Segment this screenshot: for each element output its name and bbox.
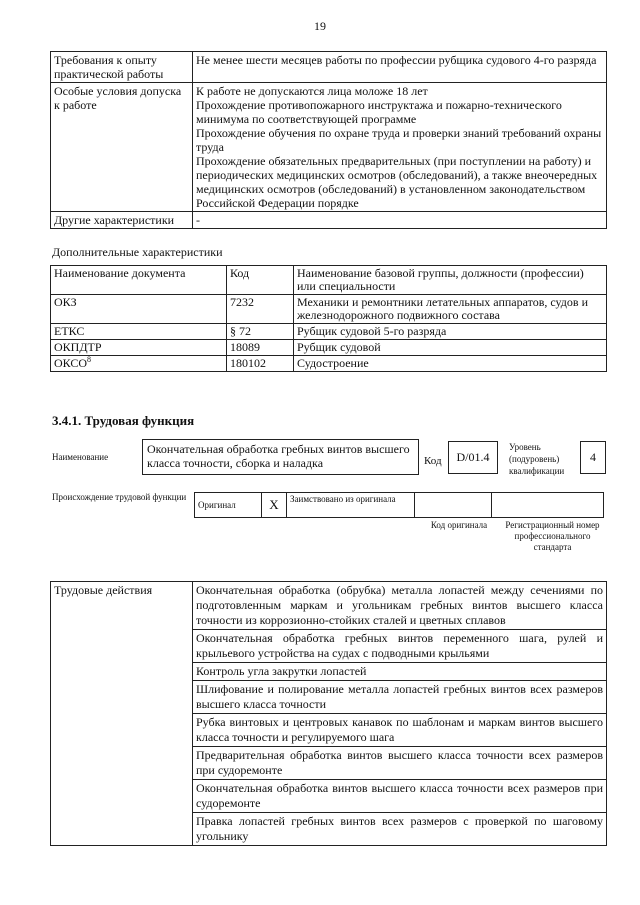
doc-cell <box>51 356 227 372</box>
action-item: Шлифование и полирование металла лопастей гребных винтов всех размеров высшего класса точности <box>193 681 607 714</box>
reg-number-label: Регистрационный номер профессионального стандарта <box>505 520 600 552</box>
level-box: 4 <box>580 441 606 474</box>
row-label: Другие характеристики <box>51 212 193 229</box>
doc-cell: ОКЗ <box>51 295 227 324</box>
code-cell: 18089 <box>227 340 294 356</box>
name-cell: Судостроение <box>294 356 607 372</box>
action-item: Предварительная обработка винтов высшего класса точности всех размеров при судоремонте <box>193 747 607 780</box>
name-label: Наименование <box>52 452 109 462</box>
code-box: D/01.4 <box>448 441 498 474</box>
doc-cell: ОКПДТР <box>51 340 227 356</box>
code-original-cell <box>415 493 492 518</box>
doc-name: ОКСО <box>54 356 88 370</box>
row-value: Не менее шести месяцев работы по профессии рубщика судового 4-го разряда <box>193 52 607 83</box>
row-label: Требования к опыту практической работы <box>51 52 193 83</box>
table-row <box>51 324 607 340</box>
list-item: Прохождение обучения по охране труда и проверки знаний требований охраны труда <box>196 126 602 154</box>
table-row <box>51 52 607 83</box>
list-item: Прохождение обязательных предварительных (при поступлении на работу) и периодических медицинских осмотров (обследований), а также внеочередных медицинских осмотров (обследований) в установленном законодательством Российской Федерации порядке <box>196 154 598 210</box>
action-item: Правка лопастей гребных винтов всех размеров с проверкой по шаговому угольнику <box>193 813 607 846</box>
code-label: Код <box>424 455 442 467</box>
action-item: Окончательная обработка винтов высшего класса точности всех размеров при судоремонте <box>193 780 607 813</box>
code-cell: § 72 <box>227 324 294 340</box>
code-original-label: Код оригинала <box>430 520 488 530</box>
origin-label: Происхождение трудовой функции <box>52 492 187 502</box>
table-header-row <box>51 266 607 295</box>
header-cell: Наименование документа <box>51 266 227 295</box>
action-item: Окончательная обработка гребных винтов переменного шага, рулей и крыльевого устройства на судах с подводными крыльями <box>193 630 607 663</box>
code-cell: 7232 <box>227 295 294 324</box>
actions-label: Трудовые действия <box>51 582 193 846</box>
action-item: Окончательная обработка (обрубка) металла лопастей между сечениями по подготовленным маркам и угольникам гребных винтов высшего класса точности из коррозионно-стойких сталей и цветных сплавов <box>193 582 607 630</box>
table-row <box>51 356 607 372</box>
original-mark: X <box>262 493 287 518</box>
action-item: Рубка винтовых и центровых канавок по шаблонам и маркам винтов высшего класса точности и регулируемого шага <box>193 714 607 747</box>
table-row <box>51 582 607 630</box>
requirements-table <box>50 51 607 229</box>
origin-table <box>194 492 604 518</box>
name-cell: Механики и ремонтники летательных аппаратов, судов и железнодорожного подвижного состава <box>294 295 607 324</box>
doc-cell: ЕТКС <box>51 324 227 340</box>
list-item: Прохождение противопожарного инструктажа и пожарно-технического минимума по соответствующей программе <box>196 98 562 126</box>
actions-table <box>50 581 607 846</box>
name-cell: Рубщик судовой 5-го разряда <box>294 324 607 340</box>
table-row <box>51 212 607 229</box>
code-cell: 180102 <box>227 356 294 372</box>
row-label: Особые условия допуска к работе <box>51 83 193 212</box>
table-row <box>51 83 607 212</box>
name-cell: Рубщик судовой <box>294 340 607 356</box>
additional-table <box>50 265 607 372</box>
table-row <box>51 295 607 324</box>
action-item: Контроль угла закрутки лопастей <box>193 663 607 681</box>
row-value: - <box>193 212 607 229</box>
level-label: Уровень (подуровень) квалификации <box>509 442 565 476</box>
row-value-list <box>193 83 607 212</box>
footnote-mark: 8 <box>87 355 92 364</box>
borrowed-label: Заимствовано из оригинала <box>287 493 415 518</box>
function-name-box: Окончательная обработка гребных винтов высшего класса точности, сборка и наладка <box>142 439 419 475</box>
header-cell: Наименование базовой группы, должности (профессии) или специальности <box>294 266 607 295</box>
page-number: 19 <box>314 19 326 33</box>
reg-number-cell <box>492 493 604 518</box>
table-row <box>195 493 604 518</box>
section-title: 3.4.1. Трудовая функция <box>52 413 195 428</box>
additional-title: Дополнительные характеристики <box>52 245 223 259</box>
header-cell: Код <box>227 266 294 295</box>
table-row <box>51 340 607 356</box>
list-item: К работе не допускаются лица моложе 18 лет <box>196 84 428 98</box>
original-label: Оригинал <box>195 493 262 518</box>
